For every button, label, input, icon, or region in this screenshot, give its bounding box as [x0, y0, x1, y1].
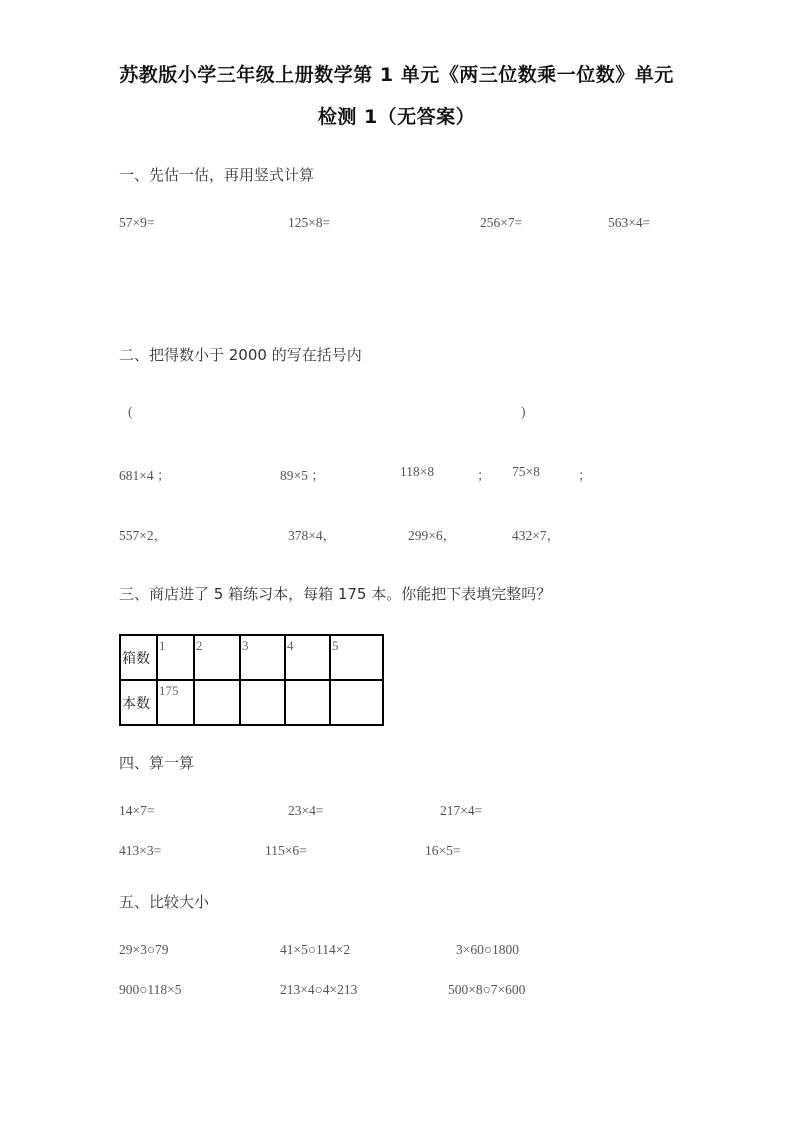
problem: 413×3= [119, 843, 162, 858]
answer-paren-close: ) [521, 404, 526, 419]
table-cell: 5 [330, 635, 383, 680]
expression: 432×7， [512, 528, 561, 543]
section-4-heading: 四、算一算 [119, 754, 195, 772]
problem: 563×4= [608, 215, 651, 230]
table-row-boxes [120, 635, 383, 680]
problem: 256×7= [480, 215, 523, 230]
boxes-books-table [119, 634, 384, 726]
separator: ； [578, 468, 592, 483]
table-cell-blank[interactable] [330, 680, 383, 725]
section-3-heading: 三、商店进了 5 箱练习本，每箱 175 本。你能把下表填完整吗？ [119, 585, 552, 603]
table-cell: 4 [285, 635, 330, 680]
problem: 16×5= [425, 843, 461, 858]
problem: 14×7= [119, 803, 155, 818]
table-cell-blank[interactable] [285, 680, 330, 725]
row-label-boxes: 箱数 [120, 635, 157, 680]
table-cell: 3 [240, 635, 285, 680]
title-line-1: 苏教版小学三年级上册数学第 1 单元《两三位数乘一位数》单元 [119, 64, 674, 86]
expression: 89×5 ； [280, 468, 325, 483]
comparison: 29×3○79 [119, 942, 169, 957]
expression: 118×8 [400, 464, 435, 479]
problem: 217×4= [440, 803, 483, 818]
expression: 378×4， [288, 528, 337, 543]
table-row-books [120, 680, 383, 725]
comparison: 3×60○1800 [456, 942, 520, 957]
table-cell: 1 [157, 635, 194, 680]
row-label-books: 本数 [120, 680, 157, 725]
table-cell: 2 [194, 635, 240, 680]
comparison: 41×5○114×2 [280, 942, 351, 957]
section-5-heading: 五、比较大小 [119, 893, 210, 911]
problem: 23×4= [288, 803, 324, 818]
expression: 75×8 [512, 464, 540, 479]
title-line-2: 检测 1（无答案） [317, 106, 476, 128]
table-cell: 175 [157, 680, 194, 725]
separator: ； [477, 468, 491, 483]
comparison: 213×4○4×213 [280, 982, 358, 997]
table-cell-blank[interactable] [240, 680, 285, 725]
expression: 681×4 ； [119, 468, 171, 483]
problem: 115×6= [265, 843, 307, 858]
expression: 557×2， [119, 528, 168, 543]
expression: 299×6， [408, 528, 457, 543]
problem: 125×8= [288, 215, 331, 230]
problem: 57×9= [119, 215, 155, 230]
section-1-heading: 一、先估一估，再用竖式计算 [119, 166, 315, 184]
table-cell-blank[interactable] [194, 680, 240, 725]
comparison: 900○118×5 [119, 982, 182, 997]
answer-paren-open: ( [128, 404, 133, 419]
section-2-heading: 二、把得数小于 2000 的写在括号内 [119, 346, 362, 364]
comparison: 500×8○7×600 [448, 982, 526, 997]
